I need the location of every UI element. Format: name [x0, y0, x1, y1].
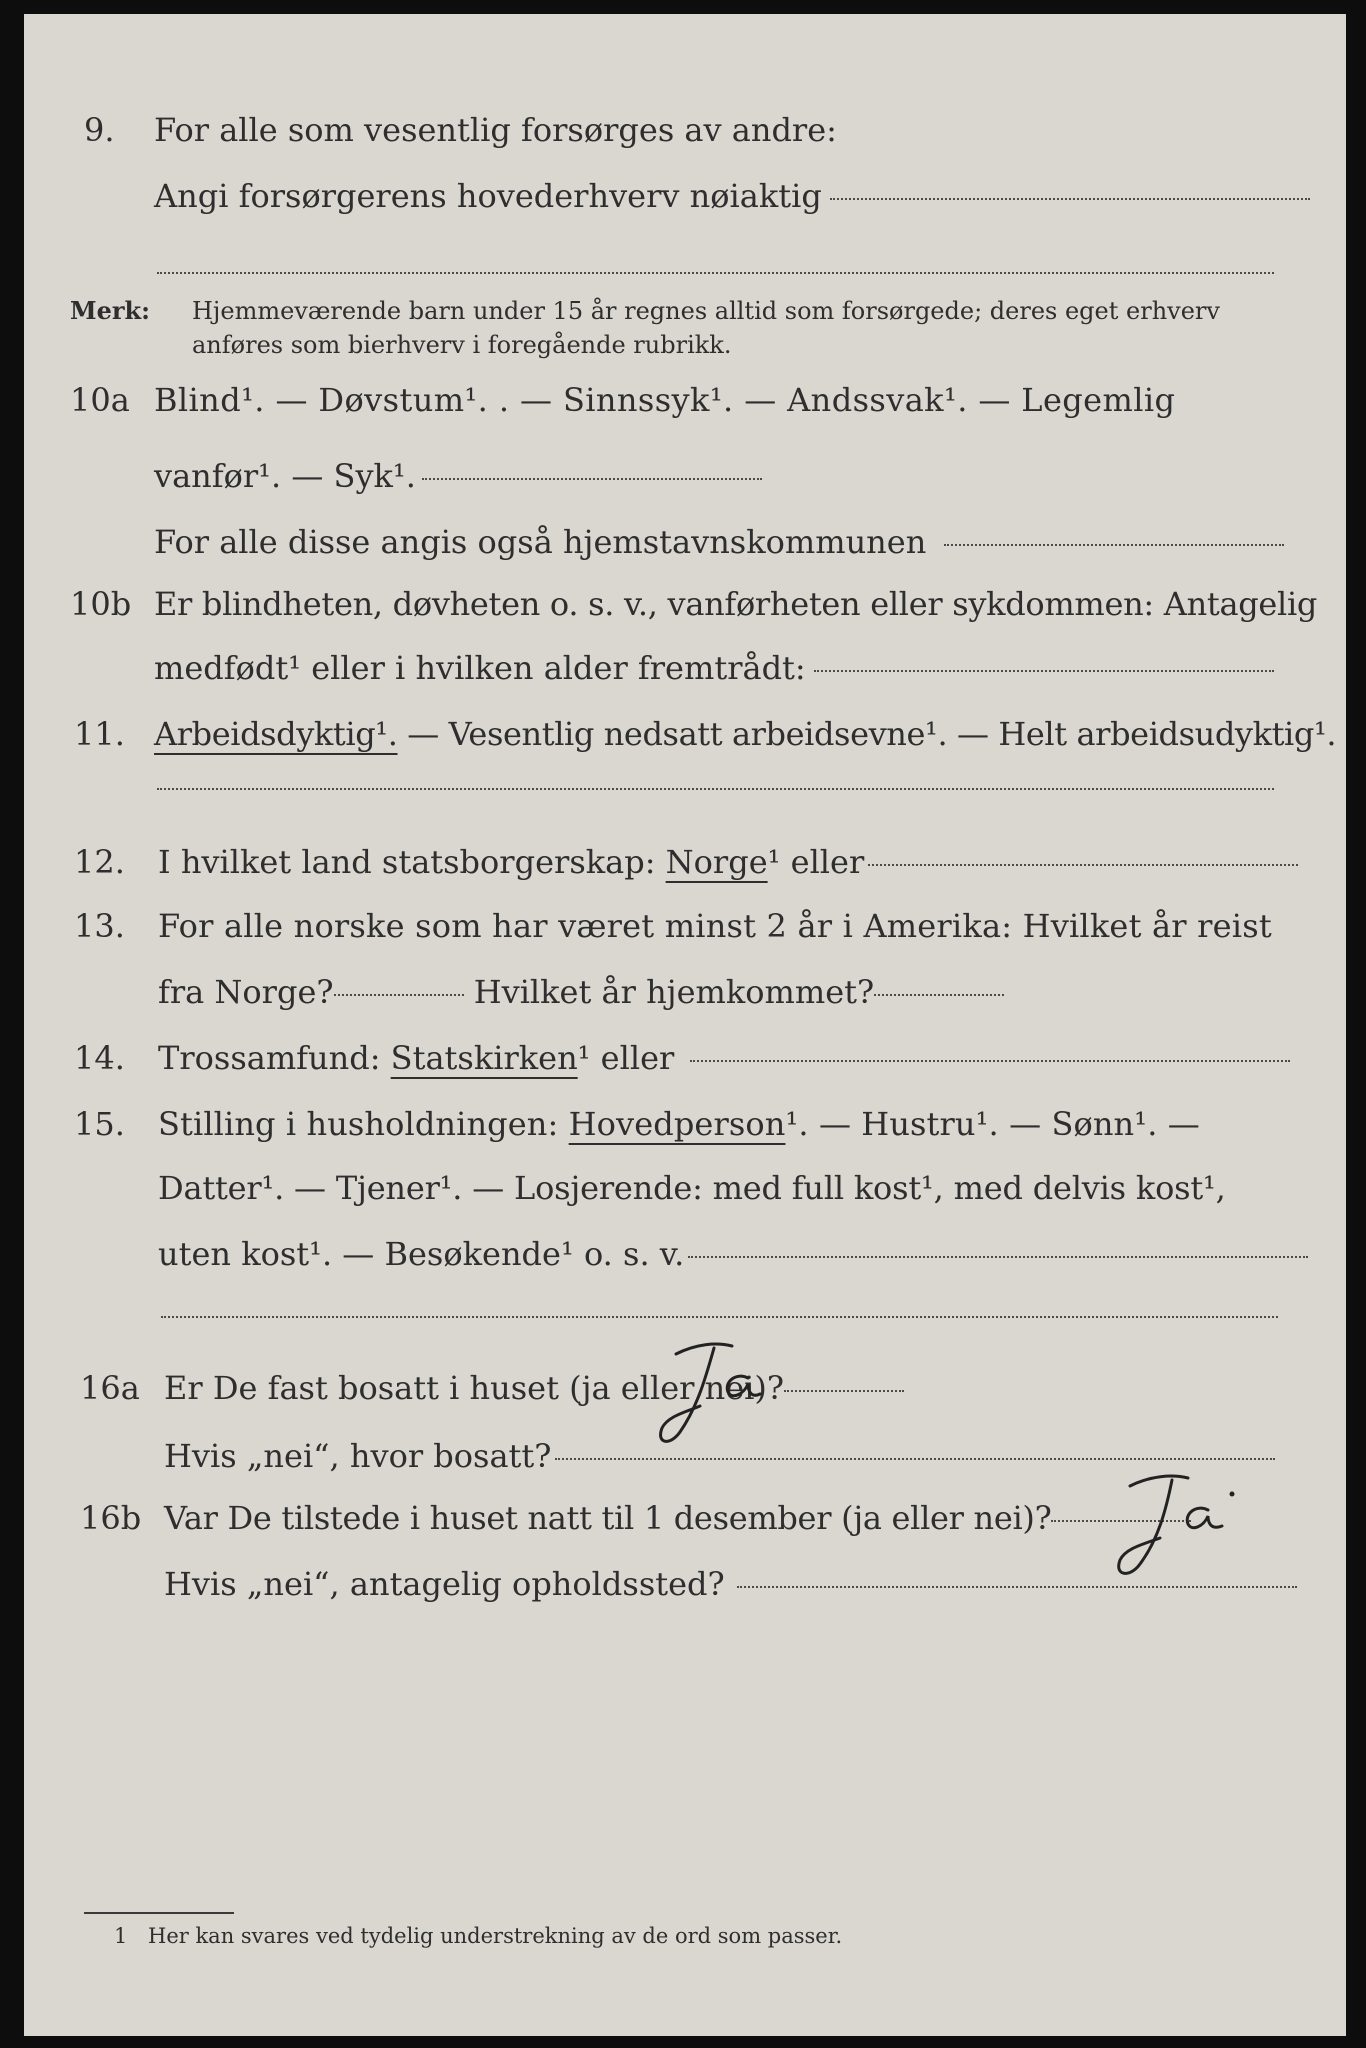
- question-15-line3: uten kost¹. — Besøkende¹ o. s. v.: [158, 1234, 1308, 1274]
- question-16b-line2: Hvis „nei“, antagelig opholdssted?: [164, 1564, 1297, 1604]
- selected-answer: Statskirken: [390, 1039, 578, 1077]
- question-number: 10a: [70, 381, 130, 419]
- question-number: 10b: [70, 585, 132, 623]
- question-number: 14.: [74, 1039, 125, 1077]
- answer-line: [157, 788, 1274, 790]
- question-number: 13.: [74, 907, 125, 945]
- question-9-text: For alle som vesentlig forsørges av andre:: [154, 111, 837, 149]
- question-number: 16a: [80, 1369, 140, 1407]
- selected-answer: Norge: [665, 843, 768, 881]
- footnote-rule: [84, 1912, 234, 1914]
- answer-line: [161, 1316, 1278, 1318]
- selected-answer: Hovedperson: [568, 1105, 786, 1143]
- question-16b-text: Var De tilstede i huset natt til 1 desember (ja eller nei)?: [164, 1498, 1191, 1538]
- question-number: 11.: [74, 715, 125, 753]
- question-10b-line2: medfødt¹ eller i hvilken alder fremtrådt:: [154, 648, 1274, 688]
- question-9-line2: Angi forsørgerens hovederhverv nøiaktig: [154, 176, 1310, 216]
- question-16a-line2: Hvis „nei“, hvor bosatt?: [164, 1436, 1275, 1476]
- question-10a-line2: vanfør¹. — Syk¹.: [154, 456, 762, 496]
- footnote-mark: 1: [114, 1924, 128, 1948]
- question-10a-line3: For alle disse angis også hjemstavnskommunen: [154, 522, 1284, 562]
- form-page: [24, 14, 1346, 2036]
- question-13-line2: fra Norge? Hvilket år hjemkommet?: [158, 972, 1004, 1012]
- question-14-text: Trossamfund: Statskirken¹ eller: [158, 1038, 1290, 1078]
- note-text-2: anføres som bierhverv i foregående rubrikk.: [192, 331, 732, 359]
- question-10a-text: Blind¹. — Døvstum¹. . — Sinnssyk¹. — Andssvak¹. — Legemlig: [154, 381, 1176, 419]
- question-number: 15.: [74, 1105, 125, 1143]
- question-16a-text: Er De fast bosatt i huset (ja eller nei)?: [164, 1368, 904, 1408]
- question-15-text: Stilling i husholdningen: Hovedperson¹. — Hustru¹. — Sønn¹. —: [158, 1105, 1200, 1143]
- question-number: 12.: [74, 843, 125, 881]
- footnote-text: Her kan svares ved tydelig understrekning av de ord som passer.: [148, 1924, 843, 1948]
- note-text: Hjemmeværende barn under 15 år regnes alltid som forsørgede; deres eget erhverv: [192, 297, 1220, 325]
- question-12-text: I hvilket land statsborgerskap: Norge¹ eller: [158, 842, 1298, 882]
- question-10b-text: Er blindheten, døvheten o. s. v., vanførheten eller sykdommen: Antagelig: [154, 585, 1318, 623]
- question-number: 9.: [84, 111, 115, 149]
- question-11-text: Arbeidsdyktig¹. — Vesentlig nedsatt arbeidsevne¹. — Helt arbeidsudyktig¹.: [154, 715, 1337, 753]
- question-number: 16b: [80, 1499, 142, 1537]
- note-label: Merk:: [70, 296, 150, 325]
- answer-line: [157, 272, 1274, 274]
- question-15-line2: Datter¹. — Tjener¹. — Losjerende: med full kost¹, med delvis kost¹,: [158, 1169, 1226, 1207]
- selected-answer: Arbeidsdyktig¹.: [154, 715, 398, 753]
- question-13-text: For alle norske som har været minst 2 år i Amerika: Hvilket år reist: [158, 907, 1272, 945]
